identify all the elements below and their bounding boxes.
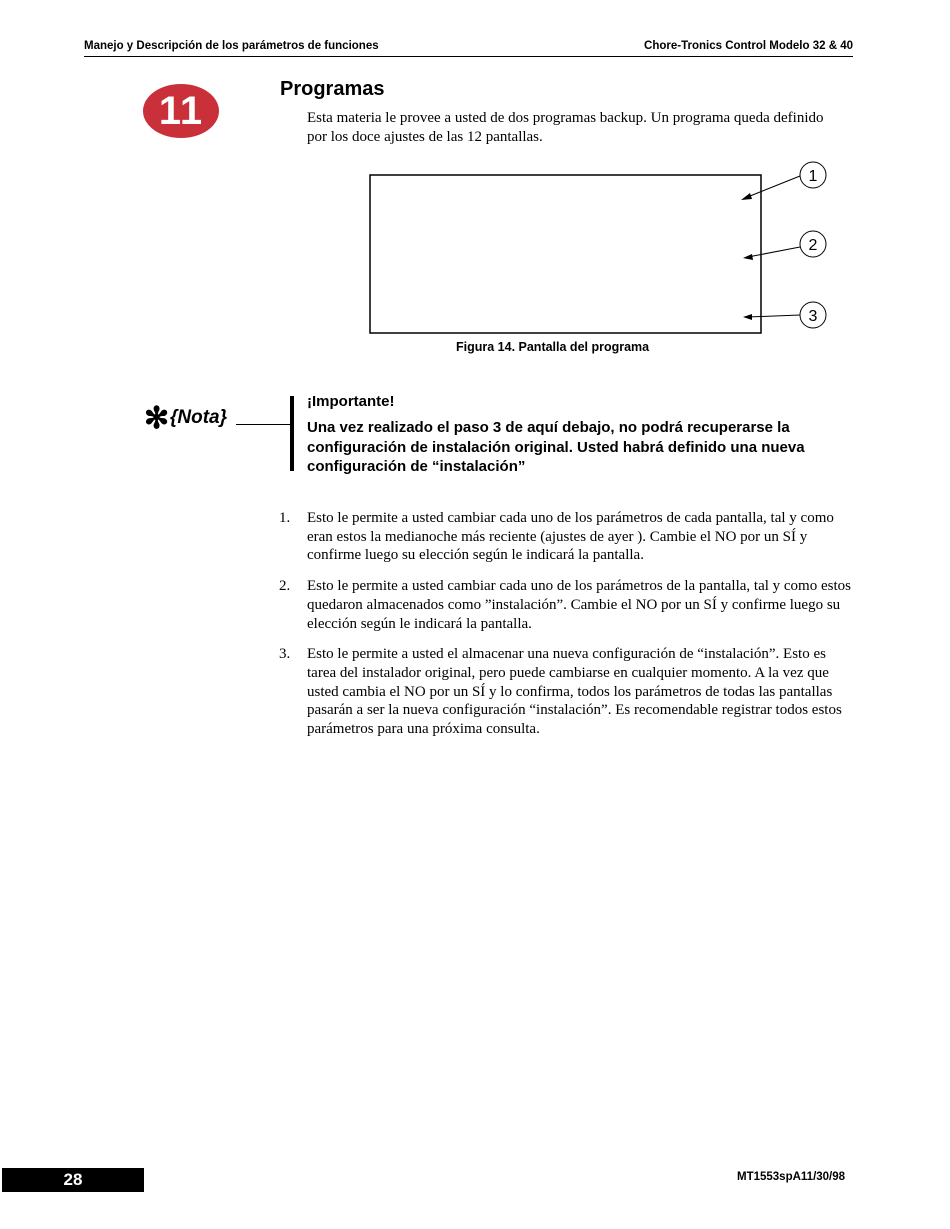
asterisk-icon: ✻ bbox=[144, 402, 170, 435]
section-intro: Esta materia le provee a usted de dos programas backup. Un programa queda definido por los doce ajustes de las 12 pantallas. bbox=[307, 110, 824, 145]
section-number-badge bbox=[143, 84, 219, 138]
note-text: Una vez realizado el paso 3 de aquí debajo, no podrá recuperarse la configuración de instalación original. Usted habrá definido una nueva configuración de “instalación” bbox=[307, 419, 805, 475]
note-heading: ¡Importante! bbox=[307, 393, 395, 410]
step-text: Esto le permite a usted cambiar cada uno de los parámetros de la pantalla, tal y como estos quedaron almacenados como ”instalación”. Cambie el NO por un SÍ y confirme luego su elección según le indicará la pantalla. bbox=[307, 578, 851, 632]
callout-1-number: 1 bbox=[808, 168, 818, 185]
callout-2-arrowhead bbox=[743, 254, 753, 260]
callout-3 bbox=[743, 302, 826, 328]
figure-caption: Figura 14. Pantalla del programa bbox=[456, 340, 650, 354]
callout-2-leader bbox=[748, 247, 800, 257]
section-title: Programas bbox=[280, 78, 385, 100]
callout-3-arrowhead bbox=[743, 314, 752, 320]
page-number: 28 bbox=[63, 1170, 83, 1189]
steps-list bbox=[279, 509, 851, 751]
callout-1-leader bbox=[745, 176, 800, 198]
list-item bbox=[279, 509, 851, 565]
section-number: 11 bbox=[158, 89, 204, 133]
step-text: Esto le permite a usted cambiar cada uno de los parámetros de cada pantalla, tal y como eran estos la medianoche más reciente (ajustes de ayer ). Cambie el NO por un SÍ y confirme luego su elección según le indicará la pantalla. bbox=[307, 510, 834, 564]
note-label: {Nota} bbox=[170, 407, 228, 428]
program-screen-diagram bbox=[360, 160, 840, 340]
note-connector-line bbox=[236, 424, 292, 425]
callout-3-number: 3 bbox=[808, 308, 818, 325]
page-header bbox=[84, 38, 853, 57]
callout-1 bbox=[741, 162, 826, 200]
header-manual-title: Chore-Tronics Control Modelo 32 & 40 bbox=[644, 40, 853, 52]
note-vertical-bar bbox=[290, 396, 294, 471]
list-item bbox=[279, 645, 851, 739]
header-chapter-title: Manejo y Descripción de los parámetros de funciones bbox=[84, 40, 379, 52]
callout-1-arrowhead bbox=[741, 193, 752, 200]
step-text: Esto le permite a usted el almacenar una nueva configuración de “instalación”. Esto es tarea del instalador original, pero puede cambiarse en cualquier momento. A la vez que usted cambia el NO por un SÍ y lo confirma, todos los parámetros de todas las pantallas pasarán a ser la nueva configuración “instalación”. Es recomendable registrar todos estos parámetros para una próxima consulta. bbox=[307, 646, 842, 738]
page-number-bar bbox=[2, 1168, 144, 1192]
callout-2-number: 2 bbox=[808, 237, 818, 254]
list-item bbox=[279, 577, 851, 633]
screen-outline bbox=[370, 175, 761, 333]
callout-3-leader bbox=[748, 315, 800, 317]
callout-2 bbox=[743, 231, 826, 260]
step-number: 1. bbox=[279, 510, 291, 526]
step-number: 2. bbox=[279, 578, 291, 595]
document-code: MT1553spA11/30/98 bbox=[737, 1171, 846, 1183]
step-number: 3. bbox=[279, 646, 291, 663]
